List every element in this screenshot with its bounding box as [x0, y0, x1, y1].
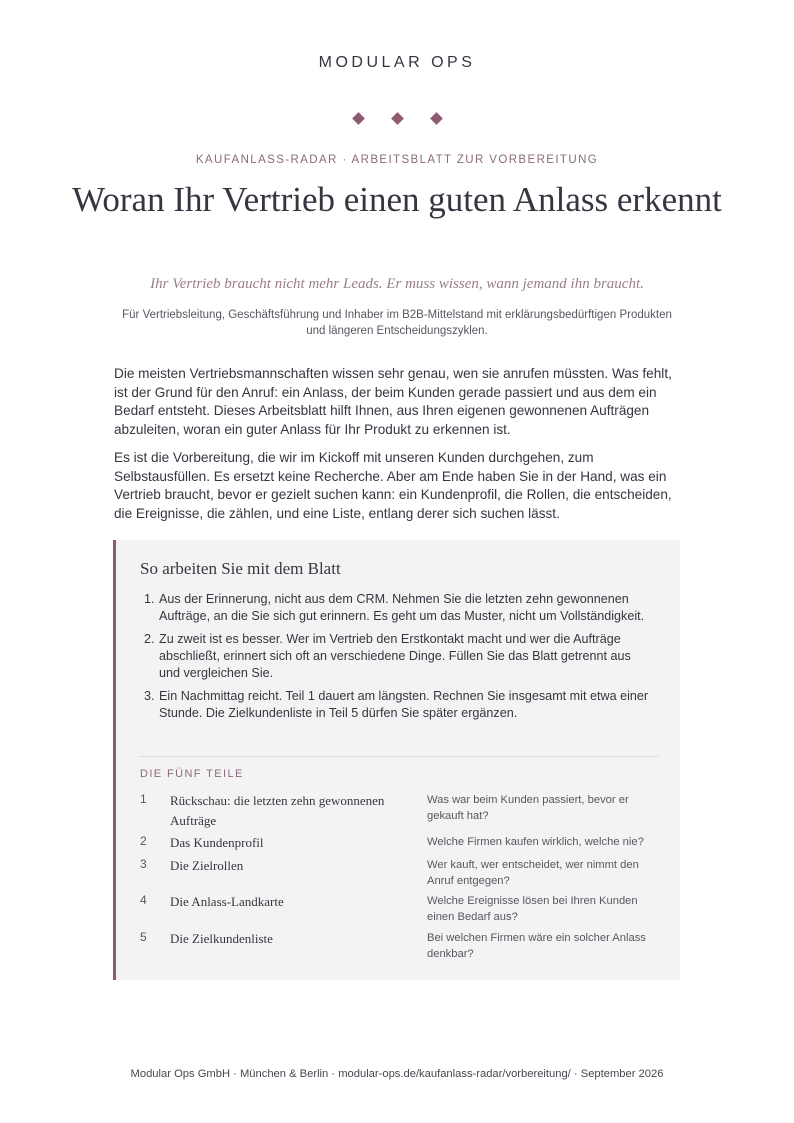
instructions-box	[113, 540, 680, 980]
step-number: 3.	[144, 689, 155, 703]
parts-heading: DIE FÜNF TEILE	[140, 768, 244, 780]
diamond-icon	[430, 112, 443, 125]
step-number: 2.	[144, 632, 155, 646]
part-name: Die Zielrollen	[170, 858, 244, 873]
part-question: Bei welchen Firmen wäre ein solcher Anlass denkbar?	[427, 932, 646, 960]
part-name: Die Zielkundenliste	[170, 931, 273, 946]
divider	[140, 756, 659, 757]
instruction-step	[140, 688, 655, 722]
instructions-heading: So arbeiten Sie mit dem Blatt	[140, 559, 341, 578]
step-text: Aus der Erinnerung, nicht aus dem CRM. Nehmen Sie die letzten zehn gewonnenen Aufträge, an die Sie sich gut erinnern. Es geht um das Muster, nicht um Vollständigkeit.	[159, 592, 645, 623]
diamond-icon	[391, 112, 404, 125]
part-number: 4	[140, 893, 147, 907]
part-number: 3	[140, 857, 147, 871]
step-text: Zu zweit ist es besser. Wer im Vertrieb den Erstkontakt macht und wer die Aufträge abschließt, erinnert sich oft an verschiedene Dinge. Füllen Sie das Blatt getrennt aus und vergleichen Sie.	[159, 632, 631, 680]
page-title: Woran Ihr Vertrieb einen guten Anlass erkennt	[72, 180, 722, 219]
instruction-step	[140, 591, 655, 625]
brand-name: MODULAR OPS	[318, 54, 476, 71]
part-number: 5	[140, 930, 147, 944]
part-question: Was war beim Kunden passiert, bevor er gekauft hat?	[427, 794, 629, 822]
instruction-step	[140, 631, 655, 682]
step-text: Ein Nachmittag reicht. Teil 1 dauert am längsten. Rechnen Sie insgesamt mit etwa einer Stunde. Die Zielkundenliste in Teil 5 dürfen Sie später ergänzen.	[159, 689, 649, 720]
part-question: Wer kauft, wer entscheidet, wer nimmt den Anruf entgegen?	[427, 859, 639, 887]
subtitle: Ihr Vertrieb braucht nicht mehr Leads. Er muss wissen, wann jemand ihn braucht.	[150, 276, 644, 292]
eyebrow-label: KAUFANLASS-RADAR · ARBEITSBLATT ZUR VORBEREITUNG	[195, 154, 599, 166]
diamond-ornament	[0, 114, 794, 123]
part-question: Welche Firmen kaufen wirklich, welche nie?	[427, 836, 644, 848]
intro-paragraph: Die meisten Vertriebsmannschaften wissen sehr genau, wen sie anrufen müssten. Was fehlt, ist der Grund für den Anruf: ein Anlass, der beim Kunden gerade passiert und aus dem ein Bedarf entsteht. Dieses Arbeitsblatt hilft Ihnen, aus Ihren eigenen gewonnenen Aufträgen abzuleiten, woran ein guter Anlass für Ihr Produkt zu erkennen ist.	[114, 366, 672, 437]
part-number: 2	[140, 834, 147, 848]
page-footer: Modular Ops GmbH · München & Berlin · modular-ops.de/kaufanlass-radar/vorbereitung/ · September 2026	[130, 1068, 664, 1080]
diamond-icon	[352, 112, 365, 125]
part-name: Die Anlass-Landkarte	[170, 894, 284, 909]
instruction-steps	[140, 591, 655, 728]
step-number: 1.	[144, 592, 155, 606]
part-name: Rückschau: die letzten zehn gewonnenen Aufträge	[170, 793, 385, 828]
part-number: 1	[140, 792, 147, 806]
part-name: Das Kundenprofil	[170, 835, 264, 850]
part-question: Welche Ereignisse lösen bei Ihren Kunden einen Bedarf aus?	[427, 895, 638, 923]
intro-paragraph: Es ist die Vorbereitung, die wir im Kickoff mit unseren Kunden durchgehen, zum Selbstausfüllen. Es ersetzt keine Recherche. Aber am Ende haben Sie in der Hand, was ein Vertrieb braucht, bevor er gezielt suchen kann: ein Kundenprofil, die Rollen, die entscheiden, die Ereignisse, die zählen, und eine Liste, entlang derer sich suchen lässt.	[114, 450, 672, 521]
audience-note: Für Vertriebsleitung, Geschäftsführung und Inhaber im B2B-Mittelstand mit erklärungsbedürftigen Produkten und längeren Entscheidungszyklen.	[122, 309, 672, 337]
